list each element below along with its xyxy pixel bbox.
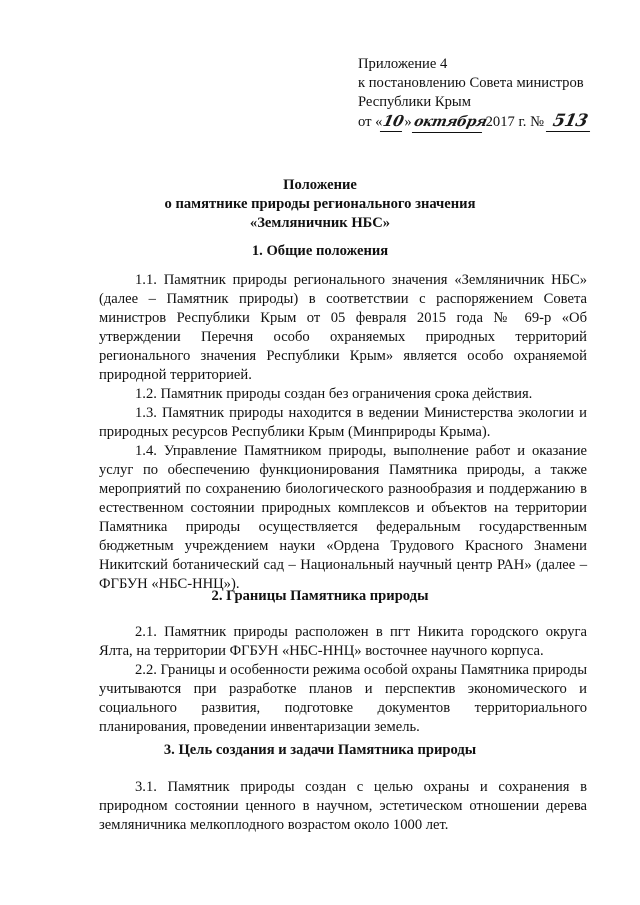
paragraph-1-4: 1.4. Управление Памятником природы, выполнение работ и оказание услуг по обеспечению функционирования Памятника природы, а также мероприятий по сохранению биологического разнообразия и поддержанию в естественном состоянии природных комплексов и объектов на территории Памятника природы осуществляется федеральным государственным бюджетным учреждением науки «Ордена Трудового Красного Знамени Никитский ботанический сад – Национальный научный центр РАН» (далее – ФГБУН «НБС-ННЦ»). [99,443,587,592]
paragraph-2-1: 2.1. Памятник природы расположен в пгт Никита городского округа Ялта, на территории ФГБУН «НБС-ННЦ» восточнее научного корпуса. [99,624,587,659]
paragraph-1-1: 1.1. Памятник природы регионального значения «Земляничник НБС» (далее – Памятник природы) в соответствии с распоряжением Совета министров Республики Крым от 05 февраля 2015 года № 69-р «Об утверждении Перечня особо охраняемых природных территорий регионального значения Республики Крым» является особо охраняемой природной территорией. [99,272,587,383]
section-2-body [99,623,587,737]
title-line-1: Положение [283,177,357,193]
appendix-republic: Республики Крым [358,94,471,110]
date-prefix: от « [358,114,383,130]
section-1-heading: 1. Общие положения [251,243,389,259]
section-2-heading: 2. Границы Памятника природы [211,588,429,604]
paragraph-3-1: 3.1. Памятник природы создан с целью охраны и сохранения в природном состоянии ценного в научном, эстетическом отношении дерева земляничника мелкоплодного возрастом около 1000 лет. [99,779,587,833]
handwritten-month: октября [411,113,485,133]
paragraph-1-3: 1.3. Памятник природы находится в ведении Министерства экологии и природных ресурсов Республики Крым (Минприроды Крыма). [99,405,587,440]
appendix-block [358,55,628,133]
document-title [100,176,540,233]
section-1-body [99,271,587,594]
paragraph-2-2: 2.2. Границы и особенности режима особой охраны Памятника природы учитываются при разработке планов и перспектив экономического и социального развития, подготовке документов территориального планирования, проведении инвентаризации земель. [99,662,587,735]
handwritten-doc-number: 513 [546,112,594,132]
appendix-number: Приложение 4 [358,56,448,72]
title-line-2: о памятнике природы регионального значения [164,196,476,212]
date-year: 2017 г. № [485,114,545,130]
appendix-resolution: к постановлению Совета министров [358,75,584,91]
date-close-quote: » [404,114,412,130]
section-3-body [99,778,587,835]
paragraph-1-2: 1.2. Памятник природы создан без ограничения срока действия. [135,386,533,402]
appendix-date-row [358,112,628,133]
title-line-3: «Земляничник НБС» [249,215,391,231]
handwritten-day: 10 [381,112,406,130]
section-3-heading: 3. Цель создания и задачи Памятника природы [163,742,477,758]
